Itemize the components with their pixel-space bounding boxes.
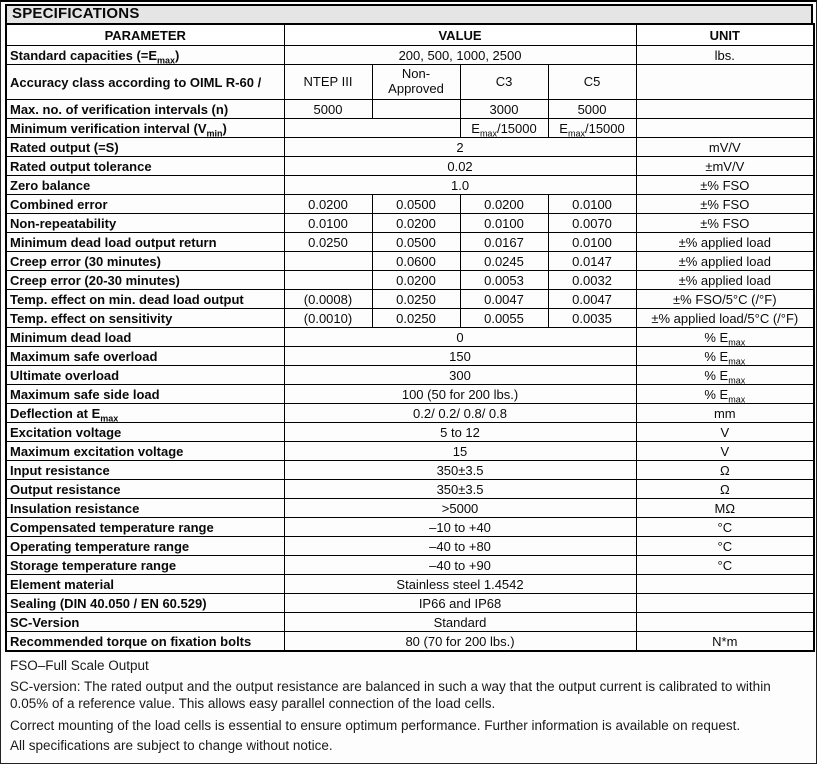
value-cell: 5000 [284, 100, 372, 119]
column-header-unit: UNIT [636, 24, 814, 46]
value-cell: 0.2/ 0.2/ 0.8/ 0.8 [284, 404, 636, 423]
table-row [6, 65, 814, 100]
table-row [6, 176, 814, 195]
param-cell: Operating temperature range [6, 537, 284, 556]
unit-cell [636, 594, 814, 613]
unit-cell: lbs. [636, 46, 814, 65]
value-cell: C3 [460, 65, 548, 100]
param-cell: Minimum dead load [6, 328, 284, 347]
param-cell: Sealing (DIN 40.050 / EN 60.529) [6, 594, 284, 613]
unit-cell: % $E_{max}$ [636, 385, 814, 404]
value-cell: 0.0032 [548, 271, 636, 290]
value-cell: 0.0070 [548, 214, 636, 233]
param-cell: Temp. effect on sensitivity [6, 309, 284, 328]
value-cell [284, 271, 372, 290]
table-row [6, 157, 814, 176]
value-cell: 0.0245 [460, 252, 548, 271]
note-sc-version: SC-version: The rated output and the output resistance are balanced in such a way that the output current is calibrated to within 0.05% of a reference value. This allows easy parallel connection of the load cells. [10, 678, 771, 712]
param-cell: Temp. effect on min. dead load output [6, 290, 284, 309]
table-row [6, 252, 814, 271]
column-header-value: VALUE [284, 24, 636, 46]
param-cell: Excitation voltage [6, 423, 284, 442]
param-cell: Rated output (=S) [6, 138, 284, 157]
param-cell: Combined error [6, 195, 284, 214]
value-cell: 3000 [460, 100, 548, 119]
spec-table-body [6, 46, 814, 652]
specifications-title: SPECIFICATIONS [5, 4, 813, 23]
value-cell: –10 to +40 [284, 518, 636, 537]
unit-cell: ±% applied load/5°C (/°F) [636, 309, 814, 328]
unit-cell [636, 575, 814, 594]
table-row [6, 499, 814, 518]
table-row [6, 271, 814, 290]
unit-cell: ±mV/V [636, 157, 814, 176]
unit-cell: ±% FSO [636, 176, 814, 195]
value-cell: 0.0047 [460, 290, 548, 309]
value-cell: 1.0 [284, 176, 636, 195]
unit-cell: ±% FSO/5°C (/°F) [636, 290, 814, 309]
value-cell: 0.0600 [372, 252, 460, 271]
param-cell: Maximum excitation voltage [6, 442, 284, 461]
param-cell: Non-repeatability [6, 214, 284, 233]
value-cell [372, 100, 460, 119]
unit-cell: ±% applied load [636, 233, 814, 252]
table-row [6, 404, 814, 423]
value-cell: (0.0008) [284, 290, 372, 309]
table-row [6, 138, 814, 157]
unit-cell: ±% FSO [636, 214, 814, 233]
table-row [6, 119, 814, 138]
value-cell: 0.0055 [460, 309, 548, 328]
unit-cell: % $E_{max}$ [636, 328, 814, 347]
table-row [6, 214, 814, 233]
param-cell: Output resistance [6, 480, 284, 499]
param-cell: Creep error (30 minutes) [6, 252, 284, 271]
value-cell: 200, 500, 1000, 2500 [284, 46, 636, 65]
value-cell: 2 [284, 138, 636, 157]
note-mounting: Correct mounting of the load cells is essential to ensure optimum performance. Further information is available on request. [10, 717, 741, 733]
unit-cell: mV/V [636, 138, 814, 157]
value-cell: 0.0500 [372, 233, 460, 252]
value-cell: 0.0047 [548, 290, 636, 309]
value-cell: 5000 [548, 100, 636, 119]
specifications-table [5, 23, 815, 652]
table-row [6, 290, 814, 309]
value-cell: 0.0100 [548, 233, 636, 252]
param-cell: Minimum dead load output return [6, 233, 284, 252]
table-row [6, 347, 814, 366]
column-header-parameter: PARAMETER [6, 24, 284, 46]
value-cell [284, 119, 460, 138]
value-cell: 5 to 12 [284, 423, 636, 442]
table-row [6, 461, 814, 480]
value-cell: IP66 and IP68 [284, 594, 636, 613]
param-cell: Accuracy class according to OIML R-60 / [6, 65, 284, 100]
param-cell: Storage temperature range [6, 556, 284, 575]
unit-cell: % $E_{max}$ [636, 347, 814, 366]
value-cell: 0.0200 [372, 271, 460, 290]
param-cell: Element material [6, 575, 284, 594]
table-header-row [6, 24, 814, 46]
value-cell: 0.0100 [460, 214, 548, 233]
table-row [6, 613, 814, 632]
value-cell: Standard [284, 613, 636, 632]
value-cell: >5000 [284, 499, 636, 518]
unit-cell [636, 100, 814, 119]
value-cell: Non- Approved [372, 65, 460, 100]
param-cell: Recommended torque on fixation bolts [6, 632, 284, 652]
unit-cell: V [636, 442, 814, 461]
table-row [6, 480, 814, 499]
value-cell: 100 (50 for 200 lbs.) [284, 385, 636, 404]
param-cell: Max. no. of verification intervals (n) [6, 100, 284, 119]
unit-cell: MΩ [636, 499, 814, 518]
table-row [6, 100, 814, 119]
unit-cell: V [636, 423, 814, 442]
param-cell: Deflection at $E_{max}$ [6, 404, 284, 423]
value-cell: 0.0167 [460, 233, 548, 252]
table-row [6, 423, 814, 442]
value-cell: $E_{max}/15000$ [460, 119, 548, 138]
table-row [6, 594, 814, 613]
param-cell: Maximum safe side load [6, 385, 284, 404]
table-row [6, 328, 814, 347]
unit-cell: N*m [636, 632, 814, 652]
value-cell: 0.0250 [372, 290, 460, 309]
table-row [6, 518, 814, 537]
unit-cell [636, 119, 814, 138]
value-cell: 0.0200 [460, 195, 548, 214]
table-row [6, 366, 814, 385]
note-subject-to-change: All specifications are subject to change without notice. [10, 738, 333, 754]
value-cell: 0.02 [284, 157, 636, 176]
value-cell: 0.0100 [284, 214, 372, 233]
value-cell: 0.0200 [284, 195, 372, 214]
value-cell: $E_{max}/15000$ [548, 119, 636, 138]
value-cell: C5 [548, 65, 636, 100]
value-cell: 0.0250 [284, 233, 372, 252]
value-cell: 0.0147 [548, 252, 636, 271]
value-cell: 0.0053 [460, 271, 548, 290]
value-cell: 0.0500 [372, 195, 460, 214]
table-row [6, 195, 814, 214]
unit-cell [636, 613, 814, 632]
param-cell: Minimum verification interval $(V_{min})$ [6, 119, 284, 138]
value-cell: 0 [284, 328, 636, 347]
value-cell: –40 to +90 [284, 556, 636, 575]
param-cell: Zero balance [6, 176, 284, 195]
value-cell: 15 [284, 442, 636, 461]
param-cell: Compensated temperature range [6, 518, 284, 537]
unit-cell: mm [636, 404, 814, 423]
value-cell: 350±3.5 [284, 480, 636, 499]
table-row [6, 309, 814, 328]
table-row [6, 233, 814, 252]
value-cell: 80 (70 for 200 lbs.) [284, 632, 636, 652]
param-cell: Ultimate overload [6, 366, 284, 385]
value-cell: –40 to +80 [284, 537, 636, 556]
value-cell [284, 252, 372, 271]
unit-cell: ±% applied load [636, 271, 814, 290]
unit-cell: ±% applied load [636, 252, 814, 271]
table-row [6, 632, 814, 652]
table-row [6, 442, 814, 461]
unit-cell: °C [636, 537, 814, 556]
unit-cell: % $E_{max}$ [636, 366, 814, 385]
value-cell: NTEP III [284, 65, 372, 100]
value-cell: 0.0035 [548, 309, 636, 328]
value-cell: Stainless steel 1.4542 [284, 575, 636, 594]
table-row [6, 46, 814, 65]
param-cell: Standard capacities $(=E_{max})$ [6, 46, 284, 65]
value-cell: 0.0250 [372, 309, 460, 328]
unit-cell: ±% FSO [636, 195, 814, 214]
table-row [6, 537, 814, 556]
unit-cell: °C [636, 556, 814, 575]
param-cell: Rated output tolerance [6, 157, 284, 176]
value-cell: 0.0100 [548, 195, 636, 214]
value-cell: (0.0010) [284, 309, 372, 328]
table-row [6, 575, 814, 594]
unit-cell [636, 65, 814, 100]
unit-cell: °C [636, 518, 814, 537]
param-cell: Insulation resistance [6, 499, 284, 518]
unit-cell: Ω [636, 480, 814, 499]
footer-notes [5, 652, 812, 755]
value-cell: 350±3.5 [284, 461, 636, 480]
value-cell: 150 [284, 347, 636, 366]
table-row [6, 385, 814, 404]
unit-cell: Ω [636, 461, 814, 480]
value-cell: 0.0200 [372, 214, 460, 233]
table-row [6, 556, 814, 575]
param-cell: Maximum safe overload [6, 347, 284, 366]
param-cell: SC-Version [6, 613, 284, 632]
param-cell: Creep error (20-30 minutes) [6, 271, 284, 290]
param-cell: Input resistance [6, 461, 284, 480]
value-cell: 300 [284, 366, 636, 385]
note-fso: FSO–Full Scale Output [10, 658, 149, 673]
